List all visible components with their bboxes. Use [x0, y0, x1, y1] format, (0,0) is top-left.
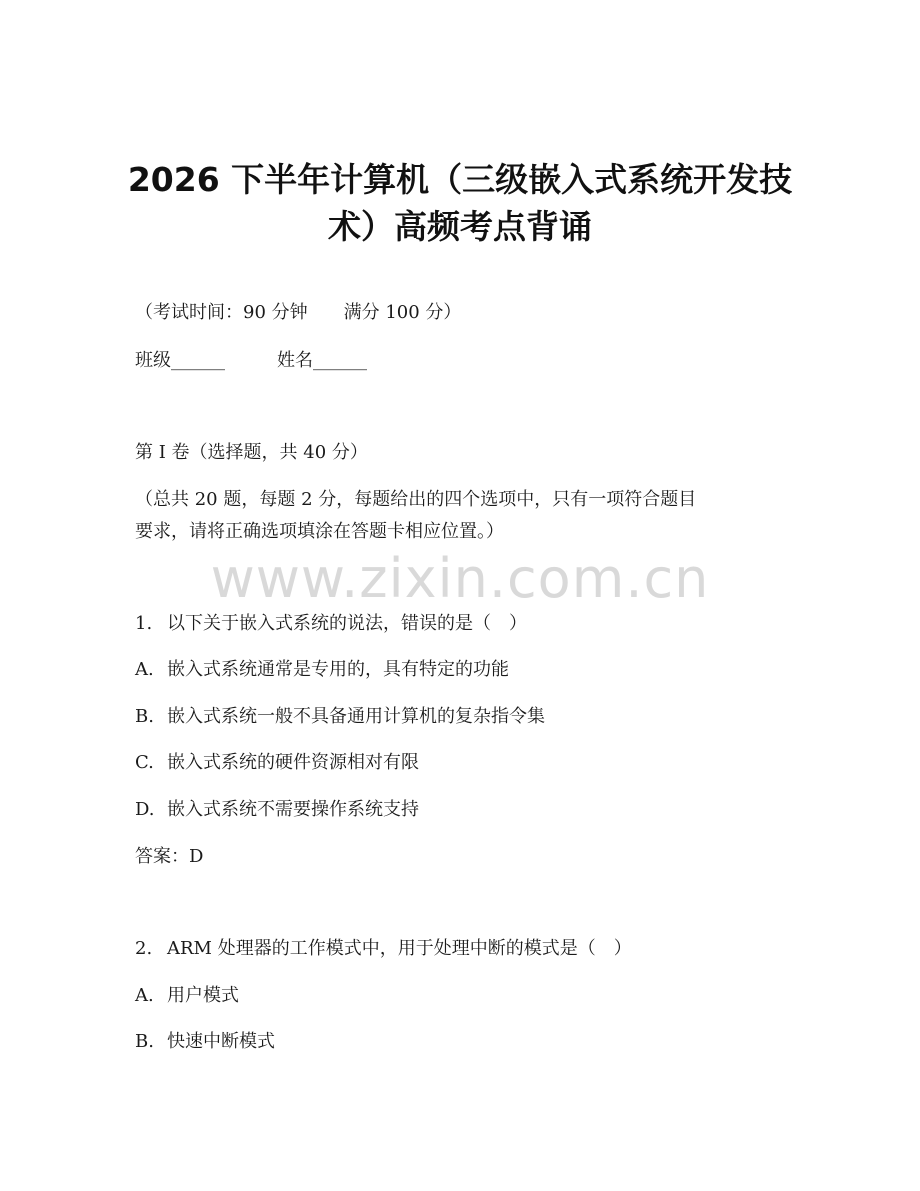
- question-1-option-a: [135, 657, 509, 683]
- question-text: 以下关于嵌入式系统的说法，错误的是（ ）: [167, 613, 527, 634]
- option-letter: C.: [135, 752, 154, 773]
- option-letter: B.: [135, 706, 154, 727]
- question-1-option-c: [135, 750, 419, 776]
- exam-info: （考试时间：90 分钟 满分 100 分）: [135, 302, 462, 323]
- option-letter: B.: [135, 1031, 154, 1052]
- question-2-option-b: [135, 1029, 275, 1055]
- question-1-stem: [135, 611, 527, 637]
- document-title-line-1: 2026 下半年计算机（三级嵌入式系统开发技: [127, 160, 793, 199]
- option-letter: A.: [135, 659, 154, 680]
- student-info-row: [135, 348, 367, 374]
- watermark: www.zixin.com.cn: [210, 547, 710, 610]
- option-letter: D.: [135, 799, 155, 820]
- section-title: 第 I 卷（选择题，共 40 分）: [135, 442, 368, 463]
- option-text: 嵌入式系统不需要操作系统支持: [167, 799, 419, 820]
- question-2-option-a: [135, 983, 239, 1009]
- instructions-line-2: 要求，请将正确选项填涂在答题卡相应位置。）: [135, 521, 504, 542]
- option-text: 嵌入式系统通常是专用的，具有特定的功能: [167, 659, 509, 680]
- option-text: 用户模式: [167, 985, 239, 1006]
- name-field-label: 姓名______: [277, 350, 367, 371]
- option-text: 嵌入式系统一般不具备通用计算机的复杂指令集: [167, 706, 545, 727]
- question-number: 2.: [135, 938, 153, 959]
- document-title-line-2: 术）高频考点背诵: [328, 207, 592, 246]
- question-text: ARM 处理器的工作模式中，用于处理中断的模式是（ ）: [167, 938, 632, 959]
- question-1-answer: 答案：D: [135, 846, 204, 867]
- question-1-option-b: [135, 704, 545, 730]
- option-text: 嵌入式系统的硬件资源相对有限: [167, 752, 419, 773]
- question-1-option-d: [135, 797, 419, 823]
- option-text: 快速中断模式: [167, 1031, 275, 1052]
- class-field-label: 班级______: [135, 350, 225, 371]
- option-letter: A.: [135, 985, 154, 1006]
- question-2-stem: [135, 936, 632, 962]
- question-number: 1.: [135, 613, 153, 634]
- instructions-line-1: （总共 20 题，每题 2 分，每题给出的四个选项中，只有一项符合题目: [135, 489, 697, 510]
